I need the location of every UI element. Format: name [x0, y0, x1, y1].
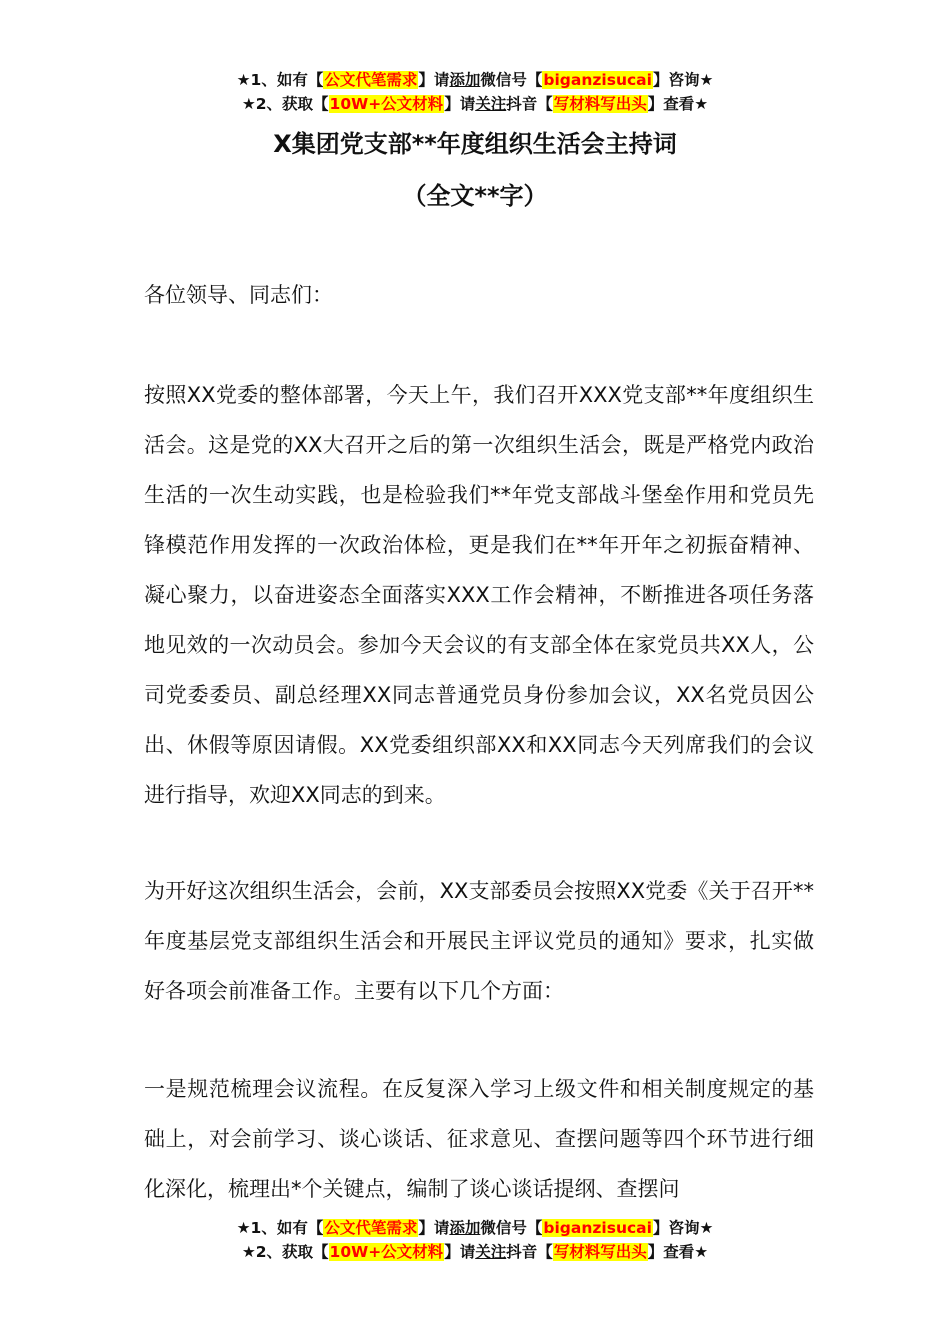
salutation-text: 各位领导、同志们： — [144, 283, 333, 307]
banner-text: 】请 — [444, 95, 476, 113]
paragraph-1 — [144, 370, 814, 820]
paragraph-text: 一是规范梳理会议流程。在反复深入学习上级文件和相关制度规定的基础上，对会前学习、谈心谈话、征求意见、查摆问题等四个环节进行细化深化，梳理出*个关键点，编制了谈心谈话提纲、查摆问 — [144, 1077, 814, 1201]
footer-banner — [0, 1216, 950, 1264]
document-subtitle: （全文**字） — [402, 182, 548, 210]
banner-text: 】请 — [418, 1219, 450, 1237]
banner-text: 微信号【 — [480, 71, 543, 89]
paragraph-text: 按照XX党委的整体部署，今天上午，我们召开XXX党支部**年度组织生活会。这是党的XX大召开之后的第一次组织生活会，既是严格党内政治生活的一次生动实践，也是检验我们**年党支部战斗堡垒作用和党员先锋模范作用发挥的一次政治体检，更是我们在**年开年之初振奋精神、凝心聚力，以奋进姿态全面落实XXX工作会精神，不断推进各项任务落地见效的一次动员会。参加今天会议的有支部全体在家党员共XX人，公司党委委员、副总经理XX同志普通党员身份参加会议，XX名党员因公出、休假等原因请假。XX党委组织部XX和XX同志今天列席我们的会议进行指导，欢迎XX同志的到来。 — [144, 383, 814, 807]
paragraph-3 — [144, 1064, 814, 1214]
banner-highlight: 公文代笔需求 — [324, 71, 418, 89]
banner-underlined-text: 添加 — [449, 1219, 481, 1237]
banner-text: 抖音【 — [506, 1243, 553, 1261]
banner-line-2 — [0, 92, 950, 116]
banner-line-2 — [0, 1240, 950, 1264]
banner-highlight: 10W+公文材料 — [329, 95, 444, 113]
banner-highlight: 公文代笔需求 — [324, 1219, 418, 1237]
banner-line-1 — [0, 68, 950, 92]
banner-text: 】请 — [444, 1243, 476, 1261]
paragraph-text: 为开好这次组织生活会，会前，XX支部委员会按照XX党委《关于召开**年度基层党支部组织生活会和开展民主评议党员的通知》要求，扎实做好各项会前准备工作。主要有以下几个方面： — [144, 879, 814, 1003]
banner-text: ★1、如有【 — [236, 71, 324, 89]
paragraph-2 — [144, 866, 814, 1016]
header-banner — [0, 68, 950, 116]
banner-line-1 — [0, 1216, 950, 1240]
banner-highlight-douyin: 写材料写出头 — [553, 1243, 647, 1261]
banner-text: 】查看★ — [647, 95, 709, 113]
banner-highlight: 10W+公文材料 — [329, 1243, 444, 1261]
banner-highlight-wechat: biganzisucai — [543, 1219, 652, 1237]
document-title: X集团党支部**年度组织生活会主持词 — [273, 130, 677, 158]
banner-underlined-text: 关注 — [475, 1243, 507, 1261]
banner-highlight-douyin: 写材料写出头 — [553, 95, 647, 113]
banner-text: 】请 — [418, 71, 450, 89]
banner-underlined-text: 添加 — [449, 71, 481, 89]
banner-text: ★2、获取【 — [241, 1243, 329, 1261]
banner-text: ★2、获取【 — [241, 95, 329, 113]
banner-text: 】咨询★ — [652, 1219, 714, 1237]
banner-text: 抖音【 — [506, 95, 553, 113]
banner-text: 微信号【 — [480, 1219, 543, 1237]
banner-underlined-text: 关注 — [475, 95, 507, 113]
salutation — [144, 270, 814, 320]
banner-text: 】查看★ — [647, 1243, 709, 1261]
banner-text: ★1、如有【 — [236, 1219, 324, 1237]
banner-text: 】咨询★ — [652, 71, 714, 89]
banner-highlight-wechat: biganzisucai — [543, 71, 652, 89]
